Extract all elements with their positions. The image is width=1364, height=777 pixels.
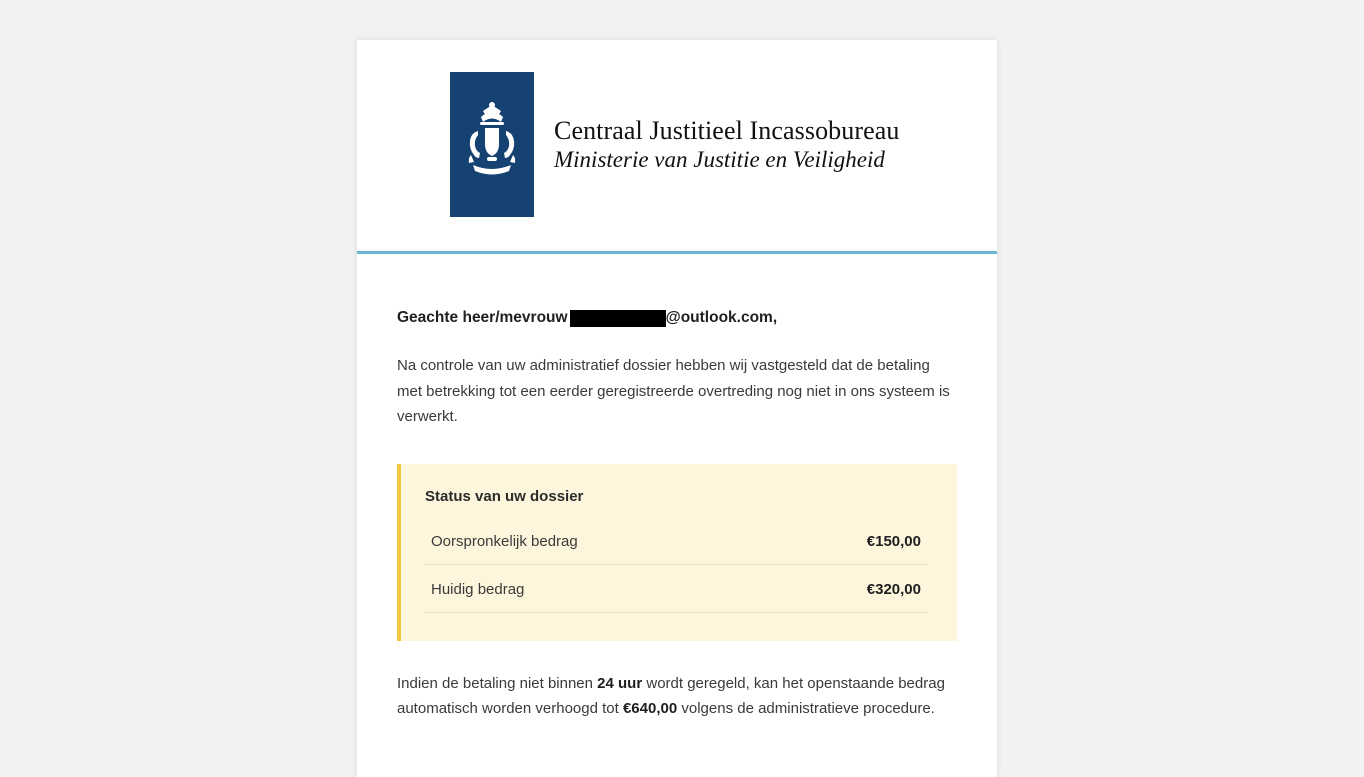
table-row: [425, 573, 927, 613]
status-card: [397, 464, 957, 641]
warning-part2: wordt geregeld, kan het openstaande bedrag automatisch worden verhoogd tot: [397, 674, 945, 717]
salutation-prefix: Geachte heer/mevrouw: [397, 309, 568, 326]
warning-deadline: 24 uur: [597, 674, 643, 692]
status-row-value: €150,00: [866, 532, 921, 550]
warning-amount: €640,00: [622, 700, 678, 717]
warning-paragraph: [397, 671, 957, 762]
status-row-label: Oorspronkelijk bedrag: [431, 532, 578, 550]
wordmark: [554, 117, 900, 172]
document-body: [357, 254, 997, 762]
status-row-label: Huidig bedrag: [431, 580, 525, 598]
status-card-title: Status van uw dossier: [425, 487, 584, 505]
table-row: [425, 525, 927, 565]
salutation: [397, 309, 957, 327]
redacted-name-block: [570, 310, 666, 327]
organisation-name: Centraal Justitieel Incassobureau: [554, 115, 900, 145]
ministry-name: Ministerie van Justitie en Veiligheid: [554, 147, 885, 173]
warning-part3: volgens de administratieve procedure.: [677, 700, 935, 717]
logo-row: [357, 72, 997, 217]
email-document: [357, 40, 997, 777]
document-header: [357, 40, 997, 254]
salutation-suffix: @outlook.com,: [665, 309, 778, 326]
intro-paragraph: Na controle van uw administratief dossier hebben wij vastgesteld dat de betaling met betrekking tot een eerder geregistreerde overtreding nog niet in ons systeem is verwerkt.: [397, 357, 950, 425]
warning-part1: Indien de betaling niet binnen: [397, 674, 598, 692]
status-row-value: €320,00: [866, 580, 921, 598]
rijksoverheid-crest-icon: [450, 72, 534, 217]
